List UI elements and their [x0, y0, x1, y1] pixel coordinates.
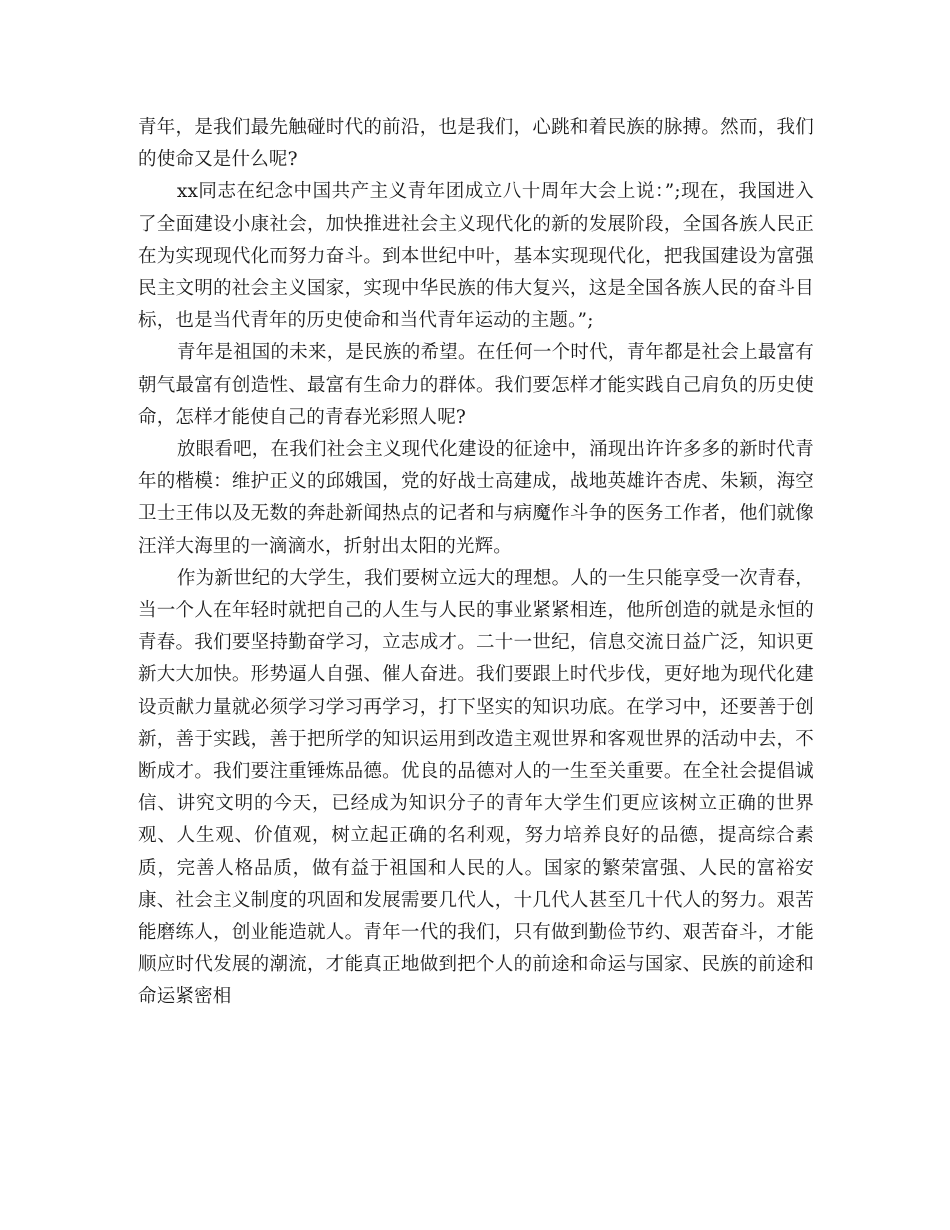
paragraph-3: 青年是祖国的未来，是民族的希望。在任何一个时代，青年都是社会上最富有朝气最富有创造性、最富有生命力的群体。我们要怎样才能实践自己肩负的历史使命，怎样才能使自己的青春光彩照人呢? [138, 342, 814, 428]
paragraph-2: xx同志在纪念中国共产主义青年团成立八十周年大会上说：”;现在，我国进入了全面建设小康社会，加快推进社会主义现代化的新的发展阶段，全国各族人民正在为实现现代化而努力奋斗。到本世纪中叶，基本实现现代化，把我国建设为富强民主文明的社会主义国家，实现中华民族的伟大复兴，这是全国各族人民的奋斗目标，也是当代青年的历史使命和当代青年运动的主题。”; [138, 181, 814, 332]
paragraph-1: 青年，是我们最先触碰时代的前沿，也是我们，心跳和着民族的脉搏。然而，我们的使命又是什么呢? [138, 117, 814, 171]
paragraph-4: 放眼看吧，在我们社会主义现代化建设的征途中，涌现出许许多多的新时代青年的楷模：维护正义的邱娥国，党的好战士高建成，战地英雄许杏虎、朱颖，海空卫士王伟以及无数的奔赴新闻热点的记者和与病魔作斗争的医务工作者，他们就像汪洋大海里的一滴滴水，折射出太阳的光辉。 [138, 439, 814, 557]
paragraph-5: 作为新世纪的大学生，我们要树立远大的理想。人的一生只能享受一次青春，当一个人在年轻时就把自己的人生与人民的事业紧紧相连，他所创造的就是永恒的青春。我们要坚持勤奋学习，立志成才。二十一世纪，信息交流日益广泛，知识更新大大加快。形势逼人自强、催人奋进。我们要跟上时代步伐，更好地为现代化建设贡献力量就必须学习学习再学习，打下坚实的知识功底。在学习中，还要善于创新，善于实践，善于把所学的知识运用到改造主观世界和客观世界的活动中去，不断成才。我们要注重锤炼品德。优良的品德对人的一生至关重要。在全社会提倡诚信、讲究文明的今天，已经成为知识分子的青年大学生们更应该树立正确的世界观、人生观、价值观，树立起正确的名利观，努力培养良好的品德，提高综合素质，完善人格品质，做有益于祖国和人民的人。国家的繁荣富强、人民的富裕安康、社会主义制度的巩固和发展需要几代人，十几代人甚至几十代人的努力。艰苦能磨练人，创业能造就人。青年一代的我们，只有做到勤俭节约、艰苦奋斗，才能顺应时代发展的潮流，才能真正地做到把个人的前途和命运与国家、民族的前途和命运紧密相 [138, 567, 814, 1008]
document-body [138, 112, 814, 1014]
